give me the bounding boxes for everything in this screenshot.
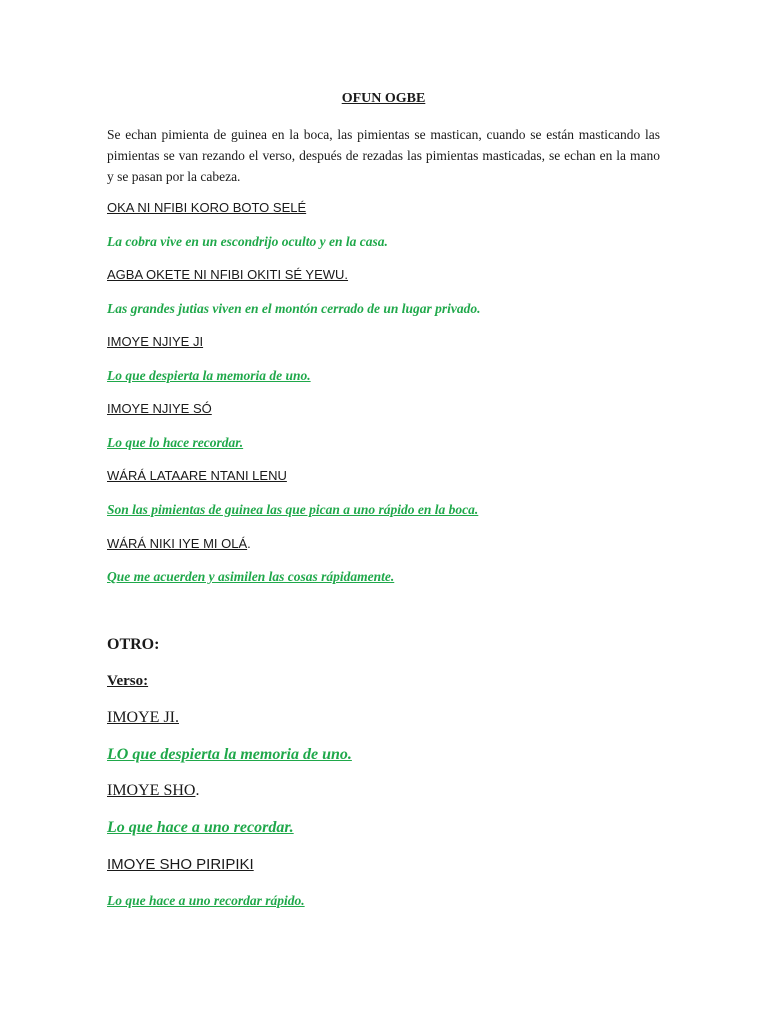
verso-subheading: Verso: [107,673,149,689]
translation-line-2: Las grandes jutias viven en el montón cerrado de un lugar privado. [107,301,481,316]
verse-line-4: IMOYE NJIYE SÓ [107,401,212,416]
verse-line-6-text: WÁRÁ NIKI IYE MI OLÁ [107,536,248,551]
verse-line-2: AGBA OKETE NI NFIBI OKITI SÉ YEWU. [107,267,349,282]
document-title: OFUN OGBE [341,91,426,106]
otro-verse-2-text: IMOYE SHO [107,782,196,799]
otro-verse-3: IMOYE SHO PIRIPIKI [107,856,254,873]
verse-line-5: WÁRÁ LATAARE NTANI LENU [107,468,287,483]
otro-heading: OTRO: [107,636,160,653]
intro-paragraph: Se echan pimienta de guinea en la boca, las pimientas se mastican, cuando se están masticando las pimientas se van rezando el verso, después de rezadas las pimientas masticadas, se echan en la mano y se pasan por la cabeza. [107,127,660,184]
translation-line-4: Lo que lo hace recordar. [107,435,244,450]
translation-line-1: La cobra vive en un escondrijo oculto y en la casa. [107,234,388,249]
otro-verse-2-punct: . [195,782,200,799]
otro-verse-2 [107,782,199,800]
otro-translation-2: Lo que hace a uno recordar. [107,819,294,836]
verse-line-3: IMOYE NJIYE JI [107,334,204,349]
translation-line-5: Son las pimientas de guinea las que pican a uno rápido en la boca. [107,502,479,517]
translation-line-3: Lo que despierta la memoria de uno. [107,368,311,383]
otro-verse-1: IMOYE JI. [107,709,179,726]
otro-translation-3: Lo que hace a uno recordar rápido. [107,893,305,908]
translation-line-6: Que me acuerden y asimilen las cosas rápidamente. [107,569,395,584]
verse-line-6-punct: . [247,536,251,551]
verse-line-6 [107,535,251,553]
otro-translation-1: LO que despierta la memoria de uno. [107,746,352,763]
verse-line-1: OKA NI NFIBI KORO BOTO SELÉ [107,200,307,215]
